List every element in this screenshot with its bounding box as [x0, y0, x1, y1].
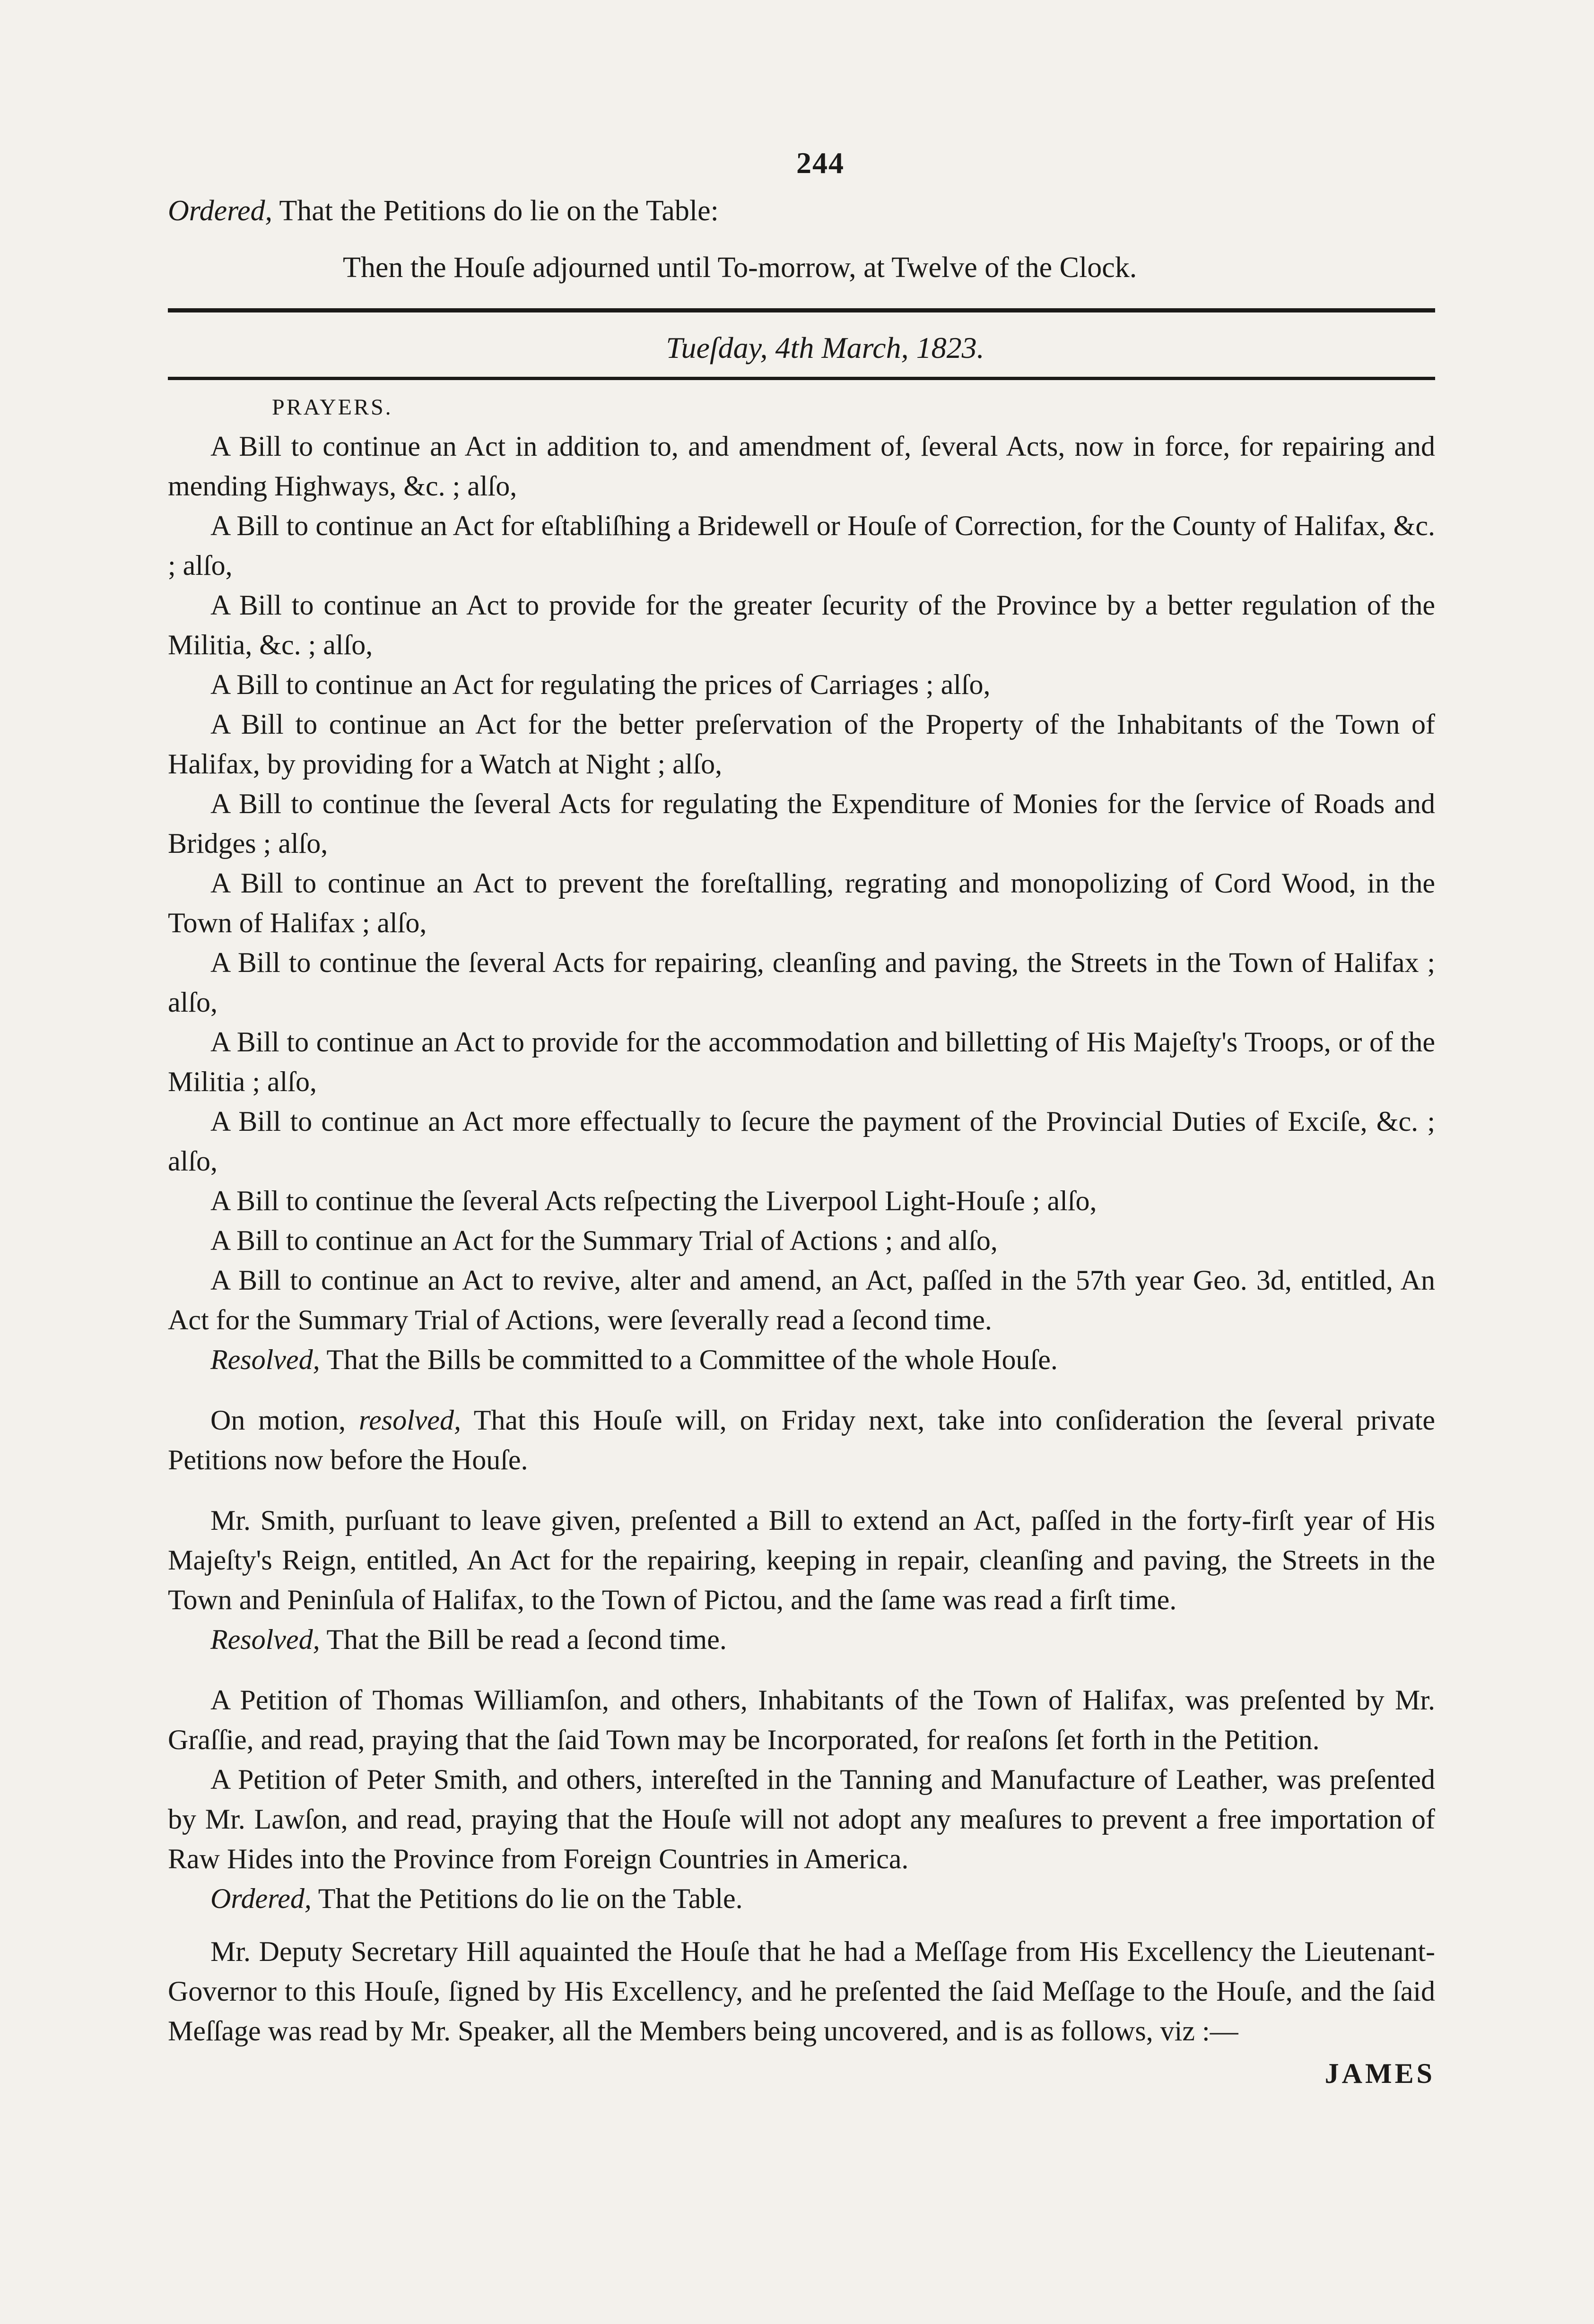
bill-summary-trial: A Bill to continue an Act for the Summary Trial of Actions ; and alſo,: [210, 1225, 998, 1256]
bill-excise-duties: A Bill to continue an Act more effectually to ſecure the payment of the Provincial Duties of Exciſe, &c. ; alſo,: [168, 1106, 1435, 1177]
journal-page: [168, 142, 1435, 2093]
motion-private-petitions: [168, 1400, 1435, 1480]
ordered-bottom-text: That the Petitions do lie on the Table.: [311, 1883, 743, 1914]
bill-bridewell: A Bill to continue an Act for eſtabliſhing a Bridewell or Houſe of Correction, for the County of Halifax, &c. ; alſo,: [168, 510, 1435, 581]
resolved-committee-text: That the Bills be committed to a Committee of the whole Houſe.: [320, 1344, 1058, 1375]
resolved-label: Resolved,: [210, 1624, 320, 1655]
adjournment-line: Then the Houſe adjourned until To-morrow, at Twelve of the Clock.: [343, 251, 1137, 284]
ordered-label: Ordered,: [168, 195, 272, 227]
prayers-heading: PRAYERS.: [272, 395, 393, 420]
bill-revive-summary-trial: A Bill to continue an Act to revive, alter and amend, an Act, paſſed in the 57th year Geo. 3d, entitled, An Act for the Summary Trial of Actions, were ſeverally read a ſecond time.: [168, 1265, 1435, 1335]
date-rule: [168, 377, 1435, 380]
motion-text: That this Houſe will, on Friday next, take into conſideration the ſeveral private Petitions now before the Houſe.: [168, 1405, 1435, 1475]
motion-resolved-label: resolved,: [358, 1405, 462, 1436]
bill-lighthouse: A Bill to continue the ſeveral Acts reſpecting the Liverpool Light-Houſe ; alſo,: [210, 1185, 1097, 1216]
petition-williamson: A Petition of Thomas Williamſon, and others, Inhabitants of the Town of Halifax, was preſented by Mr. Graſſie, and read, praying that the ſaid Town may be Incorporated, for reaſons ſet forth in the Petition.: [168, 1684, 1435, 1755]
resolved-label: Resolved,: [210, 1344, 320, 1375]
bill-carriages: A Bill to continue an Act for regulating the prices of Carriages ; alſo,: [210, 669, 991, 700]
bill-cord-wood: A Bill to continue an Act to prevent the foreſtalling, regrating and monopolizing of Cord Wood, in the Town of Halifax ; alſo,: [168, 867, 1435, 938]
ordered-text: That the Petitions do lie on the Table:: [272, 195, 719, 227]
bill-militia: A Bill to continue an Act to provide for the greater ſecurity of the Province by a better regulation of the Militia, &c. ; alſo,: [168, 590, 1435, 660]
petition-peter-smith: A Petition of Peter Smith, and others, intereſted in the Tanning and Manufacture of Leather, was preſented by Mr. Lawſon, and read, praying that the Houſe will not adopt any meaſures to prevent a free importation of Raw Hides into the Province from Foreign Countries in America.: [168, 1764, 1435, 1874]
resolved-second-text: That the Bill be read a ſecond time.: [320, 1624, 727, 1655]
ordered-petitions-lie-bottom: [168, 1879, 1435, 1918]
bill-troops-billetting: A Bill to continue an Act to provide for the accommodation and billetting of His Majeſty's Troops, or of the Militia ; alſo,: [168, 1026, 1435, 1097]
ordered-petitions-lie-top: [168, 189, 1435, 233]
message-paragraph: Mr. Deputy Secretary Hill aquainted the Houſe that he had a Meſſage from His Excellency the Lieutenant-Governor to this Houſe, ſigned by His Excellency, and he preſented the ſaid Meſſage to the Houſe, and the ſaid Meſſage was read by Mr. Speaker, all the Members being uncovered, and is as follows, viz :—: [168, 1936, 1435, 2047]
bill-night-watch: A Bill to continue an Act for the better preſervation of the Property of the Inhabitants of the Town of Halifax, by providing for a Watch at Night ; alſo,: [168, 709, 1435, 780]
bill-highways: A Bill to continue an Act in addition to, and amendment of, ſeveral Acts, now in force, for repairing and mending Highways, &c. ; alſo,: [168, 431, 1435, 502]
resolved-second-reading: [168, 1620, 1435, 1659]
ordered-label: Ordered,: [210, 1883, 312, 1914]
catchword: JAMES: [1324, 2058, 1435, 2089]
smith-bill-paragraph: Mr. Smith, purſuant to leave given, preſented a Bill to extend an Act, paſſed in the forty-firſt year of His Majeſty's Reign, entitled, An Act for the repairing, keeping in repair, cleanſing and paving, the Streets in the Town and Peninſula of Halifax, to the Town of Pictou, and the ſame was read a firſt time.: [168, 1505, 1435, 1615]
page-number: 244: [796, 146, 845, 180]
bills-list: [168, 426, 1435, 1340]
date-heading: Tueſday, 4th March, 1823.: [666, 331, 984, 364]
bill-streets: A Bill to continue the ſeveral Acts for repairing, cleanſing and paving, the Streets in the Town of Halifax ; alſo,: [168, 947, 1435, 1018]
resolved-committee: [168, 1340, 1435, 1379]
motion-pre: On motion,: [210, 1405, 359, 1436]
top-rule: [168, 308, 1435, 312]
bill-roads-bridges: A Bill to continue the ſeveral Acts for regulating the Expenditure of Monies for the ſervice of Roads and Bridges ; alſo,: [168, 788, 1435, 859]
